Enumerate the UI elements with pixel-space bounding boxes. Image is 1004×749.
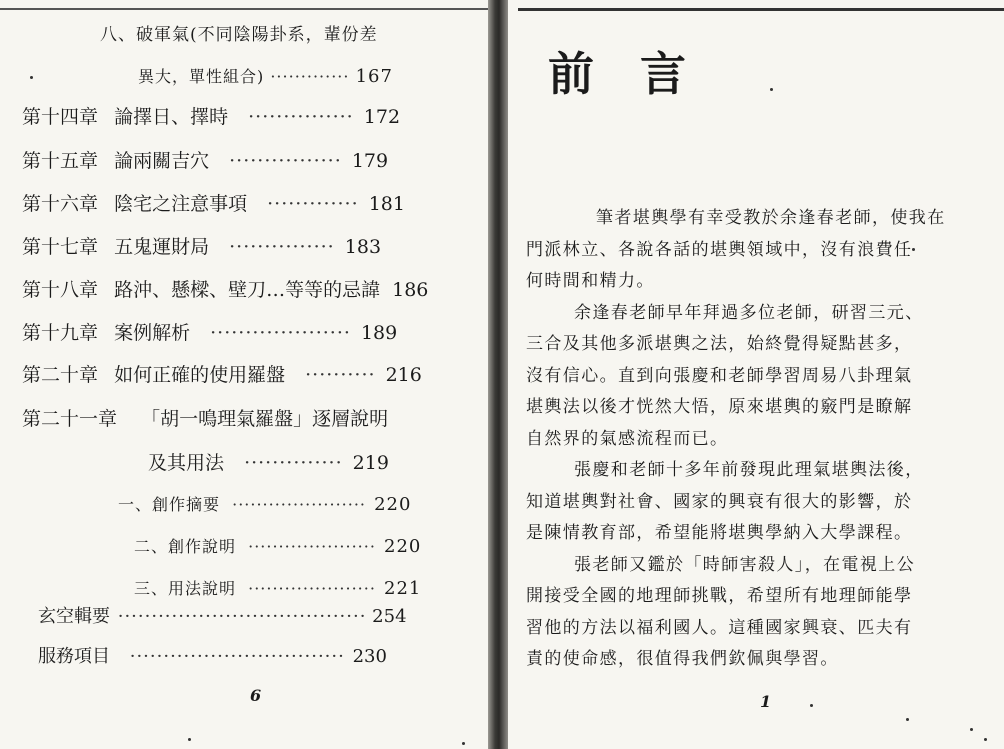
toc-page-number: 221 [384,578,422,599]
toc-leader-dots: ····································· [117,606,367,627]
toc-chapter-label: 第十六章 [22,193,99,215]
toc-entry-ch21-line1 [22,404,388,431]
text-line: 責的使命感，很值得我們欽佩與學習。 [526,649,839,669]
text-line: 張慶和老師十多年前發現此理氣堪輿法後， [574,460,924,480]
preface-paragraph [526,203,998,676]
toc-chapter-label: 第二十一章 [22,408,118,430]
toc-entry-title: 二、創作說明 [134,537,237,556]
toc-entry-ch16 [22,189,405,216]
toc-leader-dots: ······················ [232,495,366,514]
text-line: 自然界的氣感流程而已。 [526,428,729,449]
toc-entry-title: 論兩關吉穴 [114,150,210,172]
preface-title: 前言 [548,47,732,101]
toc-entry-sub3 [134,576,421,599]
toc-entry-ch14 [22,102,400,129]
toc-leader-dots: ·········· [305,364,376,386]
toc-page-number: 216 [385,364,422,386]
text-line: 習他的方法以福利國人。這種國家興衰、匹夫有 [526,617,913,638]
text-line: 門派林立、各說各話的堪輿領域中，沒有浪費任 [526,239,913,260]
toc-chapter-label: 第十七章 [22,236,99,258]
toc-entry-ch20 [22,360,422,387]
toc-page-number: 219 [352,452,389,474]
scan-speck [984,738,987,741]
toc-entry-ch15 [22,146,388,173]
toc-leader-dots: ·············· [244,452,343,474]
toc-entry-title: 一、創作摘要 [118,495,221,514]
text-line: 開接受全國的地理師挑戰，希望所有地理師能學 [526,586,913,606]
toc-entry-ch19 [22,318,397,345]
toc-page-number: 186 [392,279,429,301]
toc-page-number: 179 [351,150,389,172]
toc-entry-ch18 [22,275,428,302]
text-line: 筆者堪輿學有幸受教於余逢春老師，使我在 [596,208,946,228]
toc-page-number: 220 [374,494,412,515]
toc-entry-title: 三、用法說明 [134,579,237,598]
text-line: 是陳情教育部，希望能將堪輿學納入大學課程。 [526,523,913,543]
scan-speck [970,728,973,731]
toc-leader-dots: ···················· [210,322,351,344]
toc-entry-8-line1 [100,20,378,45]
toc-page-number: 230 [352,646,387,667]
text-line: 堪輿法以後才恍然大悟，原來堪輿的竅門是瞭解 [526,397,913,417]
toc-entry-title: 玄空輯要 [38,606,110,627]
scan-speck [188,738,191,741]
toc-entry-sub2 [134,534,421,557]
toc-entry-appendix [38,602,407,628]
scan-speck [770,88,773,91]
toc-entry-title: 八、破軍氣(不同陰陽卦系，輩份差 [100,25,378,45]
toc-entry-title: 異大，單性組合) [138,67,265,86]
toc-entry-ch17 [22,232,381,259]
toc-page-number: 254 [372,606,407,627]
scan-speck [906,718,909,721]
top-rule [518,8,1004,11]
toc-leader-dots: ················ [229,150,342,172]
toc-entry-title: 五鬼運財局 [114,236,210,258]
toc-entry-services [38,642,387,668]
toc-entry-title: 陰宅之注意事項 [114,193,248,215]
toc-page-number: 172 [363,106,401,128]
text-line: 知道堪輿對社會、國家的興衰有很大的影響，於 [526,491,913,512]
scan-speck [30,76,33,79]
toc-leader-dots: ····················· [248,537,376,556]
toc-page-number: 189 [360,322,398,344]
text-line: 余逢春老師早年拜過多位老師，研習三元、 [574,302,924,323]
toc-entry-title: 路沖、懸樑、壁刀…等等的忌諱 [114,279,381,301]
toc-page-number: 181 [368,193,405,215]
top-rule [0,8,488,10]
right-page [508,0,1004,749]
toc-leader-dots: ··············· [248,106,354,128]
scan-speck [912,248,915,251]
text-line: 張老師又鑑於「時師害殺人」，在電視上公 [574,554,916,575]
scan-speck [462,742,465,745]
left-page [0,0,488,749]
toc-entry-sub1 [118,492,411,515]
toc-page-number: 183 [344,236,382,258]
toc-entry-title: 論擇日、擇時 [114,106,229,128]
toc-chapter-label: 第二十章 [22,364,99,386]
toc-leader-dots: ··············· [229,236,335,258]
toc-entry-title: 「胡一鳴理氣羅盤」逐層說明 [141,408,389,430]
toc-page-number: 167 [355,66,393,87]
scan-speck [810,704,813,707]
toc-chapter-label: 第十八章 [22,279,99,301]
toc-entry-ch21-line2 [148,448,389,475]
toc-leader-dots: ····················· [248,579,376,598]
toc-entry-title: 服務項目 [38,646,110,667]
toc-entry-title: 及其用法 [148,452,225,474]
book-gutter [488,0,508,749]
toc-leader-dots: ············· [270,67,350,86]
toc-chapter-label: 第十五章 [22,150,99,172]
toc-entry-title: 案例解析 [114,322,191,344]
page-number: 1 [760,692,772,711]
text-line: 何時間和精力。 [526,271,655,291]
toc-entry-8-line2 [138,64,393,87]
text-line: 三合及其他多派堪輿之法，始終覺得疑點甚多， [526,334,913,354]
toc-chapter-label: 第十四章 [22,106,99,128]
toc-leader-dots: ································ [129,646,345,667]
page-number: 6 [250,686,262,705]
toc-entry-title: 如何正確的使用羅盤 [114,364,286,386]
toc-page-number: 220 [384,536,422,557]
toc-chapter-label: 第十九章 [22,322,99,344]
text-line: 沒有信心。直到向張慶和老師學習周易八卦理氣 [526,365,913,386]
toc-leader-dots: ············· [267,193,359,215]
